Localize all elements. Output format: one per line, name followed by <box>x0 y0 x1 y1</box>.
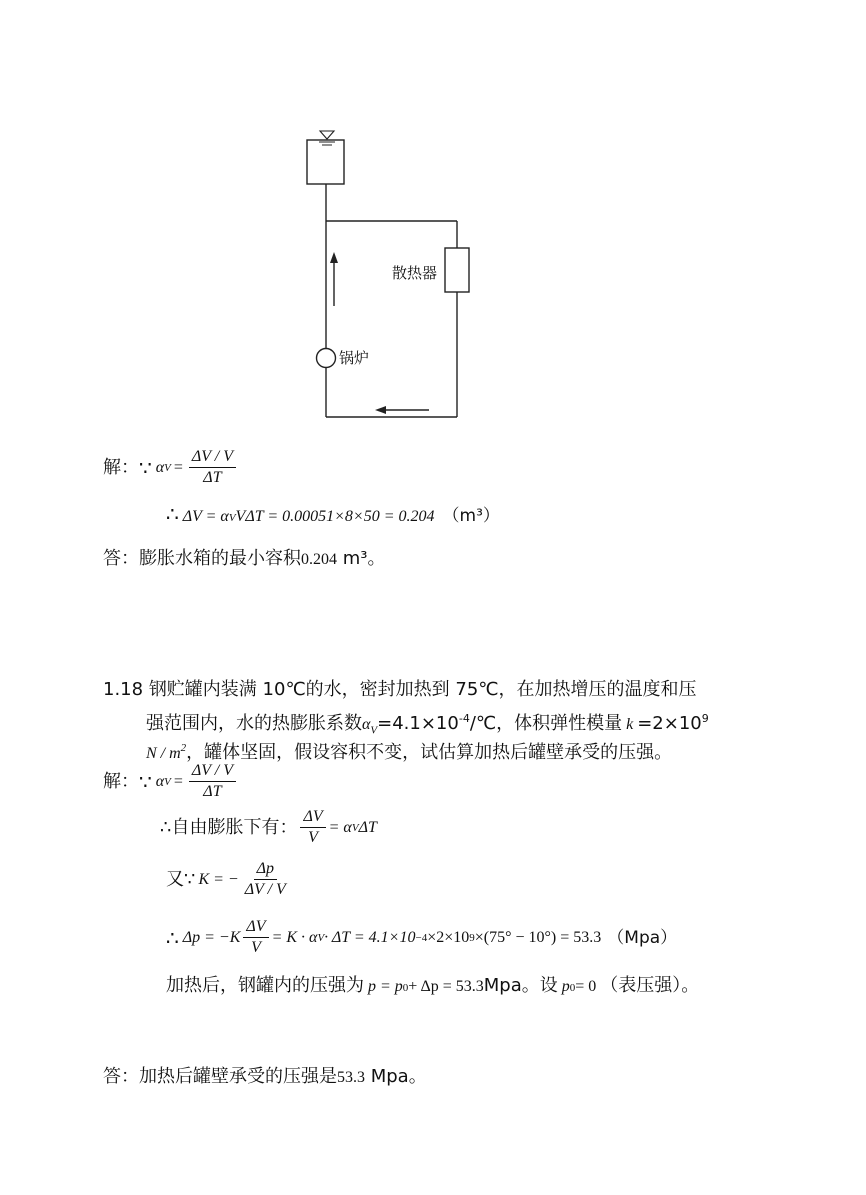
radiator <box>445 248 469 292</box>
boiler <box>317 349 336 368</box>
solution-2-line-1: 解： ∵ α V = $\frac{\Delta V / V}{\Delta T}$ <box>103 762 239 801</box>
problem-statement-line-2: 强范围内，水的热膨胀系数$\alpha_V=4.1\times 10^{-4}/℃$，体积弹性模量 $k =2\times 10^9$ <box>146 712 709 737</box>
solution-2-line-3: 又∵ K = − $\frac{\Delta p}{\Delta V / V}$ <box>166 860 286 898</box>
problem-statement-line-3: N / $m^2$，罐体坚固，假设容积不变，试估算加热后罐壁承受的压强。 <box>146 742 673 763</box>
problem-statement-line-1: 1.18 钢贮罐内装满 10℃的水，密封加热到 75℃，在加热增压的温度和压 <box>103 679 697 700</box>
radiator-label: 散热器 <box>392 264 438 282</box>
solution-2-line-2: ∴自由膨胀下有： $\frac{\Delta V}{V}$ = α V ΔT <box>160 808 377 846</box>
boiler-label: 锅炉 <box>339 349 370 367</box>
answer-2: 答：加热后罐壁承受的压强是53.3 Mpa。 <box>103 1066 427 1087</box>
solution-1-line-2: ∴ ΔV = α V VΔT = 0.00051×8×50 = 0.204 （m³） <box>166 502 500 526</box>
answer-1: 答：膨胀水箱的最小容积0.204 m³。 <box>103 548 386 569</box>
solution-2-line-4: ∴ Δp = −K $\frac{\Delta V}{V}$ = K · α V · ΔT = 4.1×10 −4 ×2×10 9 ×(75° − 10°) = 53.3 （Mpa） <box>166 918 678 956</box>
water-level-symbol <box>320 131 334 139</box>
heating-system-diagram <box>290 120 490 430</box>
expansion-tank <box>307 140 344 184</box>
solution-1-line-1: 解： ∵ α V = $\frac{\Delta V / V}{\Delta T}$ <box>103 448 239 487</box>
solution-2-line-5: 加热后，钢罐内的压强为 p = p 0 + Δp = 53.3 Mpa。设 p 0 = 0 （表压强）。 <box>166 975 700 996</box>
